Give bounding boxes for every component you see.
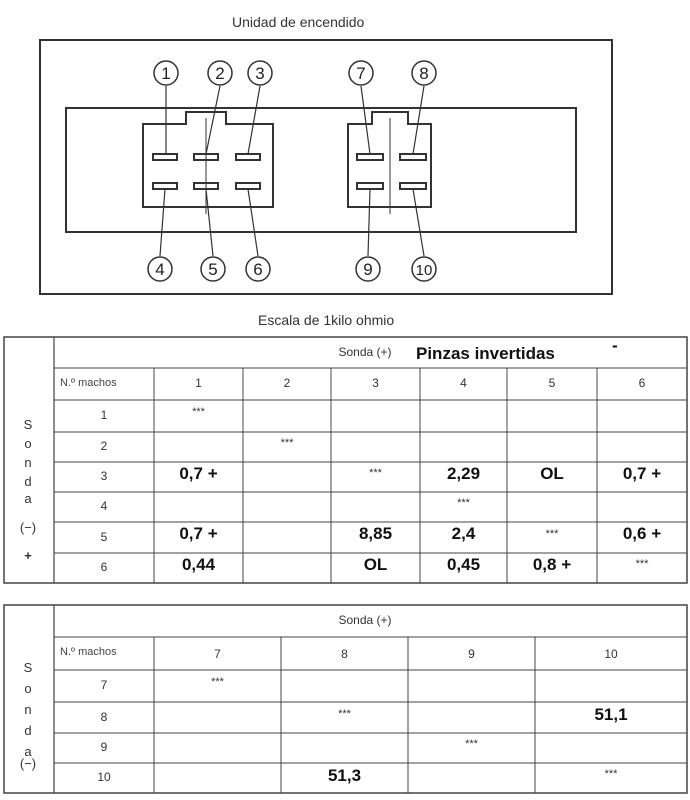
table2-corner: N.º machos <box>60 646 117 658</box>
table2-cell: *** <box>338 707 351 720</box>
table1-side-letter: a <box>24 491 32 506</box>
table2-row-header: 10 <box>97 770 111 784</box>
pin-label: 8 <box>419 64 429 83</box>
table1-annotation: Pinzas invertidas <box>416 344 555 363</box>
pin-label: 4 <box>155 260 165 279</box>
table1-column-header: 5 <box>548 376 556 390</box>
pin-label: 6 <box>253 260 263 279</box>
table1-side-plus: + <box>24 548 32 563</box>
table1-row-header: 5 <box>100 529 108 544</box>
table1-side-letter: S <box>23 417 33 432</box>
table2-side-letter: o <box>24 681 32 696</box>
table2-probe-header: Sonda (+) <box>338 613 392 627</box>
table1-side-letter: n <box>24 455 32 470</box>
table1-cell: 2,29 <box>446 464 481 483</box>
table1-cell: *** <box>635 558 649 570</box>
table1-row-header: 1 <box>100 408 108 422</box>
table1-cell: 0,8 + <box>532 555 572 574</box>
table2-side-letter: a <box>24 744 32 759</box>
table2-cell: *** <box>465 738 478 750</box>
table2-side-letter: n <box>24 702 32 717</box>
table1-cell: *** <box>280 437 294 449</box>
table1-cell: OL <box>540 464 564 483</box>
table1-cell: 0,7 + <box>622 464 662 483</box>
table1-cell: 0,7 + <box>179 524 218 543</box>
table2-side-sign: (−) <box>19 756 37 771</box>
table1-cell: 0,44 <box>181 555 216 574</box>
table1-side-letter: d <box>24 474 32 489</box>
table2-cell: *** <box>211 676 224 688</box>
table2-cell: 51,3 <box>327 766 362 785</box>
table1-row-header: 4 <box>100 499 108 513</box>
table1-annotation-mark: - <box>612 336 618 355</box>
table1-corner: N.º machos <box>60 377 117 389</box>
pin-label: 7 <box>356 64 366 83</box>
table1-column-header: 2 <box>283 376 291 390</box>
table2-column-header: 8 <box>341 647 348 661</box>
table2-column-header: 10 <box>604 647 618 661</box>
table1-side-letter: o <box>24 436 32 451</box>
pin-label: 1 <box>161 64 171 83</box>
table1-column-header: 1 <box>195 376 202 390</box>
pin-label: 10 <box>415 262 433 279</box>
table2-side-letter: d <box>24 723 32 738</box>
pin-label: 5 <box>208 260 218 279</box>
scale-caption: Escala de 1kilo ohmio <box>258 312 395 328</box>
table1-cell: 0,7 + <box>179 464 218 483</box>
table2-column-header: 7 <box>214 647 221 661</box>
table1-cell: *** <box>192 406 205 418</box>
pin-label: 2 <box>215 64 225 83</box>
table1-cell: 8,85 <box>358 524 393 543</box>
table1-cell: 0,6 + <box>622 524 662 543</box>
table1-cell: *** <box>457 497 470 509</box>
table2-column-header: 9 <box>468 647 475 661</box>
table1-cell: *** <box>369 467 382 479</box>
table1-row-header: 6 <box>100 560 108 574</box>
table1-cell: 0,45 <box>446 555 481 574</box>
table2-row-header: 8 <box>100 709 108 724</box>
pin-label: 9 <box>363 260 373 279</box>
table1-column-header: 3 <box>372 376 379 390</box>
table2-row-header: 9 <box>100 740 108 754</box>
table2-cell: *** <box>604 768 618 780</box>
table1-probe-header: Sonda (+) <box>338 345 392 359</box>
table1-cell: *** <box>545 527 559 540</box>
table2-row-header: 7 <box>100 678 108 692</box>
table1-cell: 2,4 <box>451 524 476 543</box>
table1-row-header: 3 <box>100 469 108 483</box>
table1-side-sign: (−) <box>19 520 37 535</box>
table2-side-letter: S <box>23 660 33 675</box>
table1-column-header: 4 <box>460 376 467 390</box>
pin-label: 3 <box>255 64 265 83</box>
diagram-title: Unidad de encendido <box>232 14 365 30</box>
table1-column-header: 6 <box>638 376 646 390</box>
table2-cell: 51,1 <box>594 705 628 724</box>
table1-row-header: 2 <box>100 439 108 453</box>
table1-cell: OL <box>363 555 388 574</box>
